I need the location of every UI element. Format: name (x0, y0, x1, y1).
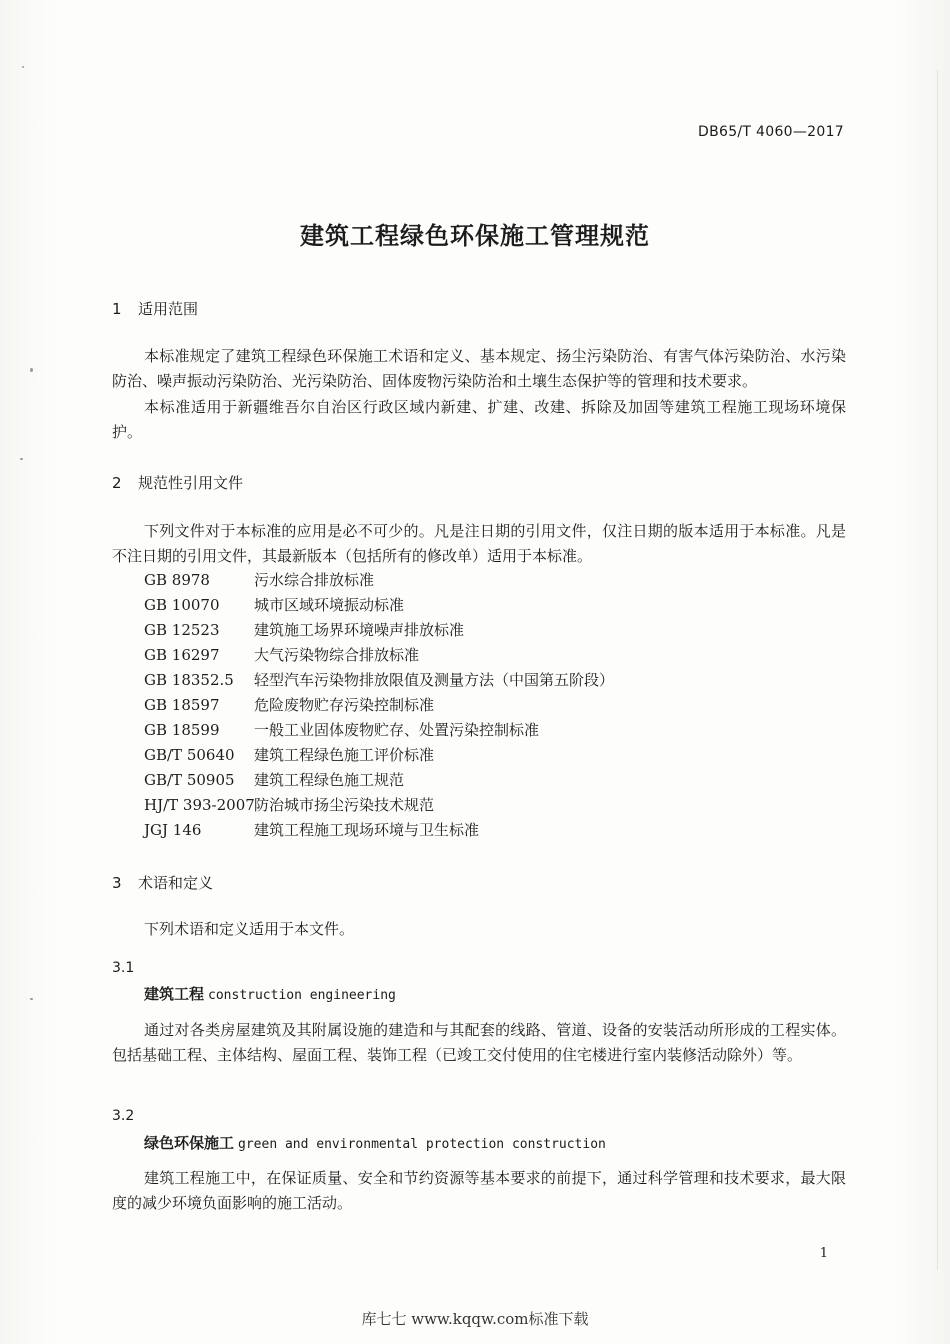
reference-code: GB 18352.5 (144, 671, 234, 689)
section-number: 1 (112, 300, 122, 318)
clause-number-3-1: 3.1 (112, 960, 135, 976)
reference-item (144, 743, 614, 768)
page-number: 1 (819, 1246, 828, 1261)
section-number: 3 (112, 874, 122, 892)
reference-item (144, 643, 614, 668)
reference-title: 城市区域环境振动标准 (254, 596, 405, 614)
reference-title: 危险废物贮存污染控制标准 (254, 696, 435, 714)
reference-title: 建筑工程施工现场环境与卫生标准 (254, 821, 480, 839)
reference-item (144, 568, 614, 593)
reference-title: 建筑工程绿色施工规范 (254, 771, 405, 789)
scan-speck (30, 998, 33, 1000)
reference-title: 防治城市扬尘污染技术规范 (254, 796, 435, 814)
section-number: 2 (112, 474, 122, 492)
scope-paragraph-2: 本标准适用于新疆维吾尔自治区行政区域内新建、扩建、改建、拆除及加固等建筑工程施工现场环境保护。 (112, 398, 846, 441)
footer-watermark-text: 库七七 www.kqqw.com标准下载 (361, 1310, 589, 1328)
scan-speck (20, 458, 23, 460)
reference-code: GB 18597 (144, 696, 220, 714)
section-title: 术语和定义 (138, 874, 214, 892)
reference-item (144, 618, 614, 643)
definition-3-2: 建筑工程施工中，在保证质量、安全和节约资源等基本要求的前提下，通过科学管理和技术要求，最大限度的减少环境负面影响的施工活动。 (112, 1169, 846, 1212)
reference-item (144, 818, 614, 843)
definition-3-1: 通过对各类房屋建筑及其附属设施的建造和与其配套的线路、管道、设备的安装活动所形成的工程实体。包括基础工程、主体结构、屋面工程、装饰工程（已竣工交付使用的住宅楼进行室内装修活动除外）等。 (112, 1021, 846, 1064)
reference-code: GB 18599 (144, 721, 220, 739)
term-english: construction engineering (208, 988, 396, 1003)
document-title: 建筑工程绿色环保施工管理规范 (300, 222, 650, 250)
section-title: 规范性引用文件 (138, 474, 244, 492)
reference-item (144, 593, 614, 618)
reference-title: 污水综合排放标准 (254, 571, 375, 589)
section-1-heading (112, 298, 198, 319)
reference-code: JGJ 146 (144, 821, 202, 839)
reference-title: 建筑施工场界环境噪声排放标准 (254, 621, 465, 639)
reference-item (144, 668, 614, 693)
reference-code: HJ/T 393-2007 (144, 796, 255, 814)
reference-code: GB 10070 (144, 596, 220, 614)
scan-speck (22, 66, 24, 68)
reference-title: 建筑工程绿色施工评价标准 (254, 746, 435, 764)
section-title: 适用范围 (138, 300, 199, 318)
reference-item (144, 693, 614, 718)
section-3-heading (112, 872, 213, 893)
reference-title: 大气污染物综合排放标准 (254, 646, 420, 664)
reference-item (144, 768, 614, 793)
term-english: green and environmental protection construction (238, 1137, 606, 1152)
reference-item (144, 793, 614, 818)
reference-list (144, 568, 614, 843)
reference-item (144, 718, 614, 743)
term-3-2 (144, 1132, 606, 1153)
references-intro: 下列文件对于本标准的应用是必不可少的。凡是注日期的引用文件，仅注日期的版本适用于本标准。凡是不注日期的引用文件，其最新版本（包括所有的修改单）适用于本标准。 (112, 522, 846, 565)
term-3-1 (144, 983, 396, 1004)
clause-number-3-2: 3.2 (112, 1108, 135, 1124)
scan-speck (30, 368, 33, 372)
reference-code: GB/T 50640 (144, 746, 235, 764)
reference-code: GB 8978 (144, 571, 210, 589)
reference-title: 一般工业固体废物贮存、处置污染控制标准 (254, 721, 540, 739)
reference-code: GB 16297 (144, 646, 220, 664)
term-chinese: 绿色环保施工 (144, 1134, 235, 1152)
reference-title: 轻型汽车污染物排放限值及测量方法（中国第五阶段） (254, 671, 615, 689)
term-chinese: 建筑工程 (144, 985, 205, 1003)
reference-code: GB 12523 (144, 621, 220, 639)
scope-paragraph-1: 本标准规定了建筑工程绿色环保施工术语和定义、基本规定、扬尘污染防治、有害气体污染防治、水污染防治、噪声振动污染防治、光污染防治、固体废物污染防治和土壤生态保护等的管理和技术要求。 (112, 347, 846, 390)
terms-intro: 下列术语和定义适用于本文件。 (144, 920, 355, 938)
section-2-heading (112, 472, 243, 493)
standard-code: DB65/T 4060—2017 (698, 124, 844, 140)
reference-code: GB/T 50905 (144, 771, 235, 789)
